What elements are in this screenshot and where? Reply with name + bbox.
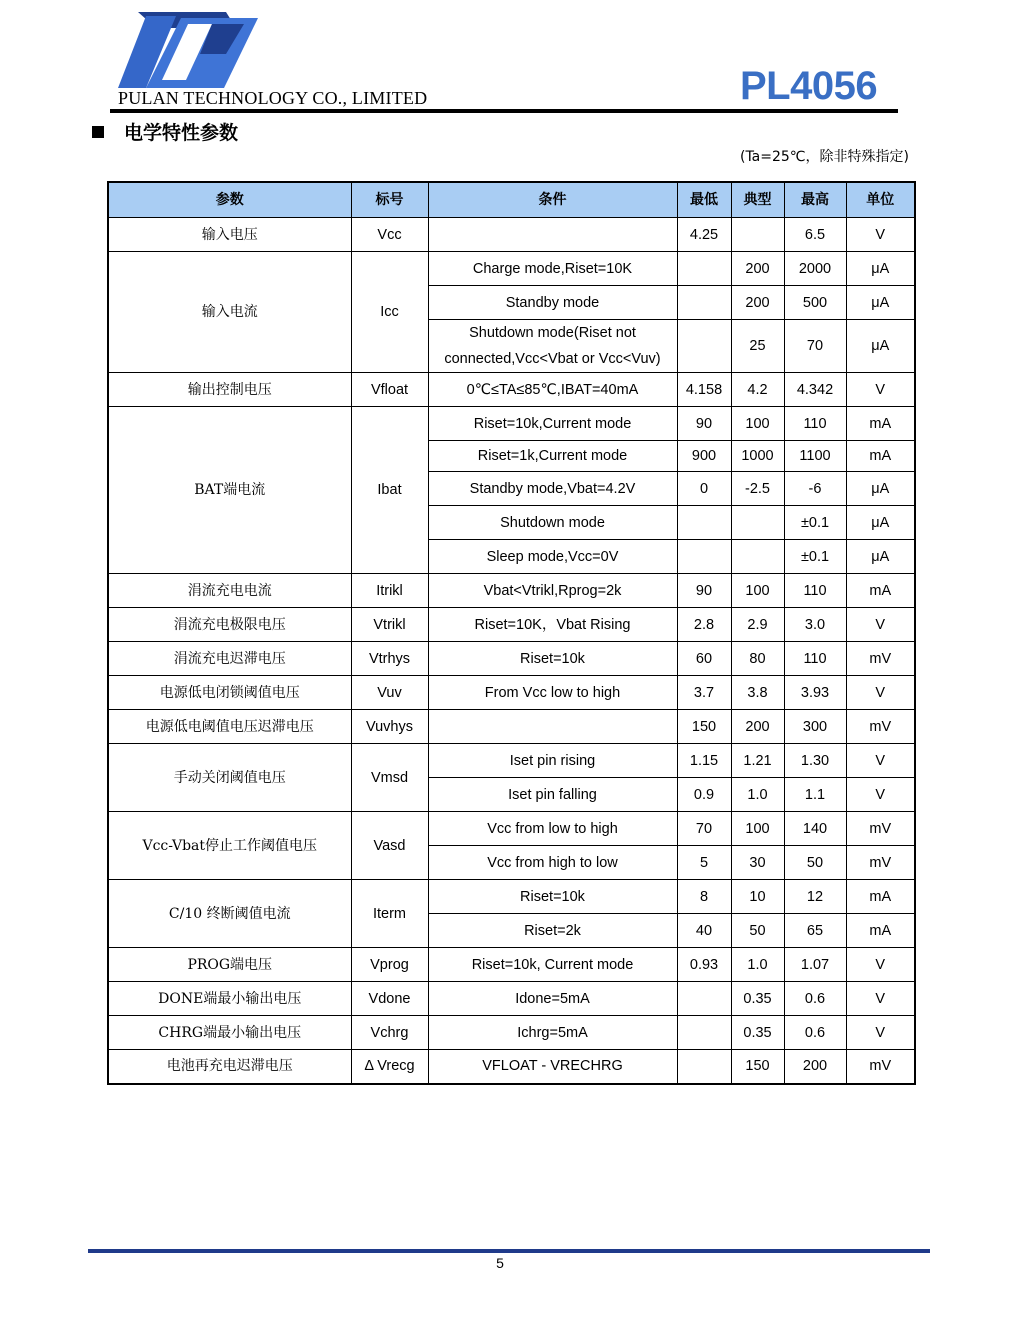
max-cell: 12 bbox=[784, 880, 846, 914]
max-cell: 3.93 bbox=[784, 676, 846, 710]
max-cell: 300 bbox=[784, 710, 846, 744]
param-cell: C/10 终断阈值电流 bbox=[108, 880, 351, 948]
typ-cell: 3.8 bbox=[731, 676, 784, 710]
condition-cell: Iset pin rising bbox=[428, 744, 677, 778]
condition-cell: From Vcc low to high bbox=[428, 676, 677, 710]
symbol-cell: Vmsd bbox=[351, 744, 428, 812]
table-row bbox=[108, 676, 915, 710]
min-cell bbox=[677, 1016, 731, 1050]
typ-cell: 0.35 bbox=[731, 1016, 784, 1050]
condition-cell: Vcc from low to high bbox=[428, 812, 677, 846]
condition-cell bbox=[428, 218, 677, 252]
min-cell: 90 bbox=[677, 574, 731, 608]
section-title bbox=[92, 118, 238, 145]
param-cell: CHRG端最小输出电压 bbox=[108, 1016, 351, 1050]
table-row bbox=[108, 710, 915, 744]
param-cell: 电源低电阈值电压迟滞电压 bbox=[108, 710, 351, 744]
param-cell: 涓流充电迟滞电压 bbox=[108, 642, 351, 676]
min-cell bbox=[677, 540, 731, 574]
max-cell: ±0.1 bbox=[784, 540, 846, 574]
max-cell: 0.6 bbox=[784, 1016, 846, 1050]
max-cell: 2000 bbox=[784, 252, 846, 286]
condition-cell: Riset=10k bbox=[428, 880, 677, 914]
max-cell: 1.1 bbox=[784, 778, 846, 812]
typ-cell: 1.0 bbox=[731, 948, 784, 982]
condition-cell: Riset=10k,Current mode bbox=[428, 407, 677, 441]
typ-cell: 25 bbox=[731, 320, 784, 373]
header-min: 最低 bbox=[677, 182, 731, 218]
typ-cell: 1.21 bbox=[731, 744, 784, 778]
min-cell: 0.9 bbox=[677, 778, 731, 812]
header-unit: 单位 bbox=[846, 182, 915, 218]
param-cell: 涓流充电电流 bbox=[108, 574, 351, 608]
unit-cell: μA bbox=[846, 320, 915, 373]
header-param: 参数 bbox=[108, 182, 351, 218]
typ-cell: 200 bbox=[731, 252, 784, 286]
symbol-cell: Ibat bbox=[351, 407, 428, 574]
table-row bbox=[108, 880, 915, 914]
param-cell: BAT端电流 bbox=[108, 407, 351, 574]
pulan-logo-icon bbox=[116, 10, 261, 90]
min-cell: 0 bbox=[677, 472, 731, 506]
min-cell: 40 bbox=[677, 914, 731, 948]
symbol-cell: Vuv bbox=[351, 676, 428, 710]
company-name: PULAN TECHNOLOGY CO., LIMITED bbox=[118, 88, 428, 108]
unit-cell: V bbox=[846, 744, 915, 778]
header-typ: 典型 bbox=[731, 182, 784, 218]
param-cell: 电池再充电迟滞电压 bbox=[108, 1050, 351, 1084]
typ-cell: 4.2 bbox=[731, 373, 784, 407]
condition-cell: Ichrg=5mA bbox=[428, 1016, 677, 1050]
max-cell: 110 bbox=[784, 574, 846, 608]
table-row bbox=[108, 373, 915, 407]
symbol-cell: Vuvhys bbox=[351, 710, 428, 744]
max-cell: 140 bbox=[784, 812, 846, 846]
max-cell: 6.5 bbox=[784, 218, 846, 252]
param-cell: 手动关闭阈值电压 bbox=[108, 744, 351, 812]
max-cell: 1.30 bbox=[784, 744, 846, 778]
symbol-cell: Icc bbox=[351, 252, 428, 373]
symbol-cell: Vchrg bbox=[351, 1016, 428, 1050]
table-row bbox=[108, 574, 915, 608]
min-cell: 0.93 bbox=[677, 948, 731, 982]
unit-cell: V bbox=[846, 982, 915, 1016]
section-title-text: 电学特性参数 bbox=[124, 122, 239, 144]
test-conditions: (Ta=25℃，除非特殊指定) bbox=[739, 149, 909, 165]
typ-cell: 150 bbox=[731, 1050, 784, 1084]
typ-cell: 2.9 bbox=[731, 608, 784, 642]
symbol-cell: Iterm bbox=[351, 880, 428, 948]
symbol-cell: Vcc bbox=[351, 218, 428, 252]
symbol-cell: Vtrhys bbox=[351, 642, 428, 676]
min-cell: 5 bbox=[677, 846, 731, 880]
min-cell: 1.15 bbox=[677, 744, 731, 778]
unit-cell: V bbox=[846, 676, 915, 710]
min-cell: 3.7 bbox=[677, 676, 731, 710]
table-row bbox=[108, 1050, 915, 1084]
symbol-cell: Vfloat bbox=[351, 373, 428, 407]
typ-cell bbox=[731, 218, 784, 252]
symbol-cell: Itrikl bbox=[351, 574, 428, 608]
typ-cell: 80 bbox=[731, 642, 784, 676]
param-cell: 电源低电闭锁阈值电压 bbox=[108, 676, 351, 710]
typ-cell: 1.0 bbox=[731, 778, 784, 812]
param-cell: PROG端电压 bbox=[108, 948, 351, 982]
typ-cell: 200 bbox=[731, 710, 784, 744]
typ-cell: 50 bbox=[731, 914, 784, 948]
min-cell bbox=[677, 1050, 731, 1084]
typ-cell: 30 bbox=[731, 846, 784, 880]
max-cell: 500 bbox=[784, 286, 846, 320]
max-cell: 1.07 bbox=[784, 948, 846, 982]
min-cell bbox=[677, 320, 731, 373]
min-cell: 2.8 bbox=[677, 608, 731, 642]
min-cell: 8 bbox=[677, 880, 731, 914]
condition-cell: Charge mode,Riset=10K bbox=[428, 252, 677, 286]
min-cell: 4.158 bbox=[677, 373, 731, 407]
condition-cell: Iset pin falling bbox=[428, 778, 677, 812]
unit-cell: μA bbox=[846, 506, 915, 540]
unit-cell: mA bbox=[846, 407, 915, 441]
param-cell: 输入电压 bbox=[108, 218, 351, 252]
unit-cell: mV bbox=[846, 1050, 915, 1084]
condition-cell: Riset=2k bbox=[428, 914, 677, 948]
typ-cell: 100 bbox=[731, 574, 784, 608]
table-row bbox=[108, 982, 915, 1016]
condition-cell: Sleep mode,Vcc=0V bbox=[428, 540, 677, 574]
header-max: 最高 bbox=[784, 182, 846, 218]
max-cell: 50 bbox=[784, 846, 846, 880]
unit-cell: V bbox=[846, 1016, 915, 1050]
max-cell: 65 bbox=[784, 914, 846, 948]
header-condition: 条件 bbox=[428, 182, 677, 218]
table-row bbox=[108, 218, 915, 252]
unit-cell: mA bbox=[846, 574, 915, 608]
table-row bbox=[108, 1016, 915, 1050]
table-row bbox=[108, 407, 915, 441]
condition-cell: Riset=10K，Vbat Rising bbox=[428, 608, 677, 642]
condition-cell bbox=[428, 710, 677, 744]
max-cell: 1100 bbox=[784, 441, 846, 472]
min-cell: 90 bbox=[677, 407, 731, 441]
typ-cell: 10 bbox=[731, 880, 784, 914]
header-symbol: 标号 bbox=[351, 182, 428, 218]
min-cell: 70 bbox=[677, 812, 731, 846]
min-cell: 4.25 bbox=[677, 218, 731, 252]
min-cell bbox=[677, 286, 731, 320]
max-cell: -6 bbox=[784, 472, 846, 506]
param-cell: 输入电流 bbox=[108, 252, 351, 373]
table-row bbox=[108, 744, 915, 778]
unit-cell: μA bbox=[846, 286, 915, 320]
condition-cell: Shutdown mode(Riset not connected,Vcc<Vbat or Vcc<Vuv) bbox=[428, 320, 677, 373]
typ-cell: 1000 bbox=[731, 441, 784, 472]
symbol-cell: Vtrikl bbox=[351, 608, 428, 642]
bullet-square-icon bbox=[92, 126, 104, 138]
table-row bbox=[108, 608, 915, 642]
param-cell: 涓流充电极限电压 bbox=[108, 608, 351, 642]
electrical-characteristics-table bbox=[107, 181, 916, 1085]
max-cell: 0.6 bbox=[784, 982, 846, 1016]
unit-cell: mV bbox=[846, 846, 915, 880]
condition-cell: Idone=5mA bbox=[428, 982, 677, 1016]
table-row bbox=[108, 948, 915, 982]
max-cell: 110 bbox=[784, 407, 846, 441]
condition-cell: Riset=1k,Current mode bbox=[428, 441, 677, 472]
max-cell: 200 bbox=[784, 1050, 846, 1084]
table-row bbox=[108, 252, 915, 286]
condition-cell: Standby mode,Vbat=4.2V bbox=[428, 472, 677, 506]
max-cell: 70 bbox=[784, 320, 846, 373]
unit-cell: mV bbox=[846, 642, 915, 676]
table-header-row bbox=[108, 182, 915, 218]
typ-cell bbox=[731, 540, 784, 574]
condition-cell: 0℃≤TA≤85℃,IBAT=40mA bbox=[428, 373, 677, 407]
typ-cell bbox=[731, 506, 784, 540]
unit-cell: μA bbox=[846, 472, 915, 506]
unit-cell: mV bbox=[846, 812, 915, 846]
min-cell: 60 bbox=[677, 642, 731, 676]
condition-cell: Riset=10k bbox=[428, 642, 677, 676]
footer-divider bbox=[88, 1249, 930, 1253]
typ-cell: 100 bbox=[731, 812, 784, 846]
min-cell bbox=[677, 506, 731, 540]
condition-cell: Standby mode bbox=[428, 286, 677, 320]
unit-cell: V bbox=[846, 218, 915, 252]
product-title: PL4056 bbox=[740, 64, 878, 108]
typ-cell: 0.35 bbox=[731, 982, 784, 1016]
symbol-cell: Vprog bbox=[351, 948, 428, 982]
param-cell: Vcc-Vbat停止工作阈值电压 bbox=[108, 812, 351, 880]
symbol-cell: Δ Vrecg bbox=[351, 1050, 428, 1084]
param-cell: DONE端最小输出电压 bbox=[108, 982, 351, 1016]
typ-cell: 200 bbox=[731, 286, 784, 320]
min-cell bbox=[677, 252, 731, 286]
typ-cell: 100 bbox=[731, 407, 784, 441]
min-cell bbox=[677, 982, 731, 1016]
unit-cell: μA bbox=[846, 252, 915, 286]
max-cell: 3.0 bbox=[784, 608, 846, 642]
min-cell: 900 bbox=[677, 441, 731, 472]
condition-cell: Vcc from high to low bbox=[428, 846, 677, 880]
unit-cell: V bbox=[846, 608, 915, 642]
min-cell: 150 bbox=[677, 710, 731, 744]
header-divider bbox=[110, 109, 898, 113]
condition-cell: Riset=10k, Current mode bbox=[428, 948, 677, 982]
unit-cell: mV bbox=[846, 710, 915, 744]
unit-cell: V bbox=[846, 778, 915, 812]
unit-cell: V bbox=[846, 948, 915, 982]
unit-cell: mA bbox=[846, 914, 915, 948]
param-cell: 输出控制电压 bbox=[108, 373, 351, 407]
max-cell: ±0.1 bbox=[784, 506, 846, 540]
condition-cell: VFLOAT - VRECHRG bbox=[428, 1050, 677, 1084]
unit-cell: V bbox=[846, 373, 915, 407]
unit-cell: μA bbox=[846, 540, 915, 574]
max-cell: 4.342 bbox=[784, 373, 846, 407]
table-row bbox=[108, 642, 915, 676]
page-number: 5 bbox=[496, 1255, 504, 1271]
unit-cell: mA bbox=[846, 880, 915, 914]
typ-cell: -2.5 bbox=[731, 472, 784, 506]
max-cell: 110 bbox=[784, 642, 846, 676]
condition-cell: Shutdown mode bbox=[428, 506, 677, 540]
unit-cell: mA bbox=[846, 441, 915, 472]
condition-cell: Vbat<Vtrikl,Rprog=2k bbox=[428, 574, 677, 608]
symbol-cell: Vdone bbox=[351, 982, 428, 1016]
symbol-cell: Vasd bbox=[351, 812, 428, 880]
table-row bbox=[108, 812, 915, 846]
